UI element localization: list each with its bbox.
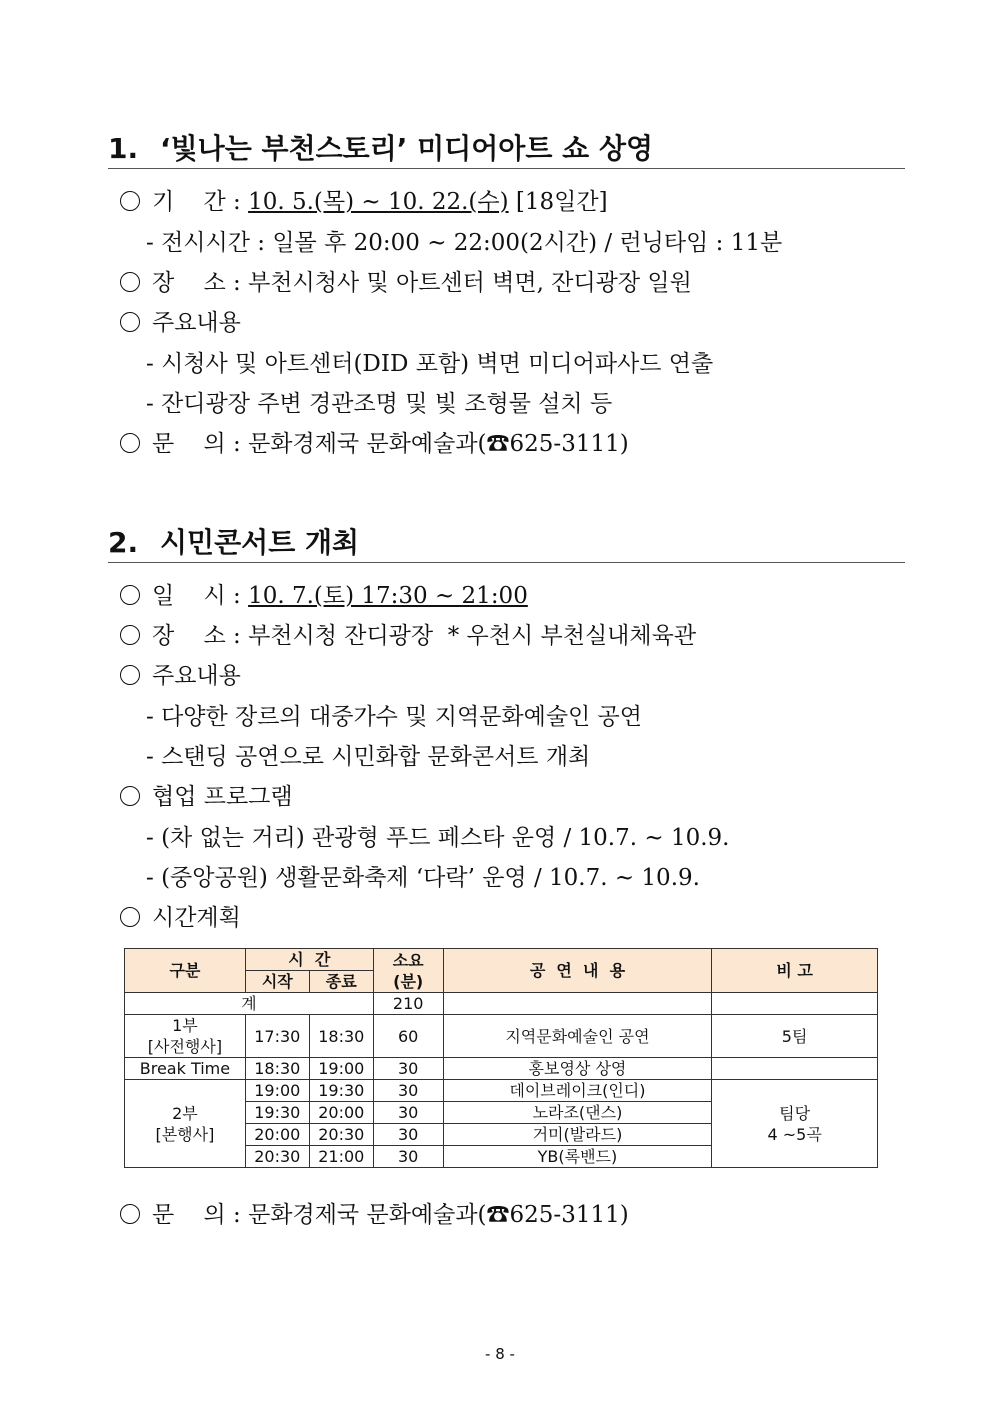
section-number: 2.: [108, 526, 139, 559]
place-label: 장 소 :: [152, 270, 241, 296]
period-line: [120, 186, 608, 218]
place-line: [120, 267, 692, 299]
section-title: 시민콘서트 개최: [160, 526, 360, 559]
cell-start: 17:30: [245, 1015, 309, 1058]
contact-label: 문 의 :: [152, 1202, 241, 1228]
circle-bullet-icon: [120, 272, 140, 292]
circle-bullet-icon: [120, 1204, 140, 1224]
cell-note: [712, 1058, 878, 1080]
content-item: - 스탠딩 공연으로 시민화합 문화콘서트 개최: [146, 744, 591, 770]
circle-bullet-icon: [120, 786, 140, 806]
circle-bullet-icon: [120, 312, 140, 332]
circle-bullet-icon: [120, 191, 140, 211]
section-2-heading: [108, 526, 905, 563]
total-value: 210: [373, 993, 443, 1015]
cell-note: 5팀: [712, 1015, 878, 1058]
content-item: - 시청사 및 아트센터(DID 포함) 벽면 미디어파사드 연출: [146, 351, 714, 377]
cell-start: 18:30: [245, 1058, 309, 1080]
exhibit-time: - 전시시간 : 일몰 후 20:00 ~ 22:00(2시간) / 런닝타임 : 11분: [146, 230, 783, 256]
total-label: 계: [125, 993, 374, 1015]
cell-end: 19:30: [309, 1080, 373, 1102]
period-extra: [18일간]: [515, 189, 608, 215]
contact-value: 문화경제국 문화예술과(☎625-3111): [248, 1202, 629, 1228]
schedule-table: [124, 948, 878, 1168]
content-line: [120, 307, 241, 339]
schedule-line: [120, 902, 241, 934]
cell-end: 18:30: [309, 1015, 373, 1058]
contact-line: [120, 1199, 629, 1231]
period-label: 기 간 :: [152, 189, 241, 215]
cell-content: 거미(발라드): [443, 1124, 712, 1146]
contact-label: 문 의 :: [152, 431, 241, 457]
contact-value: 문화경제국 문화예술과(☎625-3111): [248, 431, 629, 457]
circle-bullet-icon: [120, 585, 140, 605]
schedule-label: 시간계획: [152, 905, 241, 931]
content-label: 주요내용: [152, 310, 241, 336]
total-content: [443, 993, 712, 1015]
collab-label: 협업 프로그램: [152, 784, 293, 810]
cell-duration: 30: [373, 1058, 443, 1080]
header-start: 시작: [245, 971, 309, 993]
header-duration: 소요 (분): [373, 949, 443, 993]
collab-line: [120, 781, 293, 813]
header-end: 종료: [309, 971, 373, 993]
period-value: 10. 5.(목) ~ 10. 22.(수): [248, 189, 509, 215]
date-value: 10. 7.(토) 17:30 ~ 21:00: [248, 583, 528, 609]
cell-duration: 60: [373, 1015, 443, 1058]
part1-label: 1부 [사전행사]: [125, 1015, 246, 1058]
collab-item: - (중앙공원) 생활문화축제 ‘다락’ 운영 / 10.7. ~ 10.9.: [146, 865, 700, 891]
cell-content: 홍보영상 상영: [443, 1058, 712, 1080]
page-number: - 8 -: [485, 1345, 515, 1363]
content-label: 주요내용: [152, 663, 241, 689]
cell-duration: 30: [373, 1146, 443, 1168]
header-content: 공 연 내 용: [443, 949, 712, 993]
cell-duration: 30: [373, 1102, 443, 1124]
content-item: - 다양한 장르의 대중가수 및 지역문화예술인 공연: [146, 704, 642, 730]
part2-note: 팀당 4 ~5곡: [712, 1080, 878, 1168]
section-title: ‘빛나는 부천스토리’ 미디어아트 쇼 상영: [160, 132, 654, 165]
header-category: 구분: [125, 949, 246, 993]
circle-bullet-icon: [120, 907, 140, 927]
cell-duration: 30: [373, 1080, 443, 1102]
date-label: 일 시 :: [152, 583, 241, 609]
date-line: [120, 580, 528, 612]
circle-bullet-icon: [120, 665, 140, 685]
table-row: [125, 1058, 878, 1080]
cell-content: 노라조(댄스): [443, 1102, 712, 1124]
cell-content: YB(록밴드): [443, 1146, 712, 1168]
table-row: [125, 993, 878, 1015]
contact-line: [120, 428, 629, 460]
table-row: [125, 1015, 878, 1058]
cell-start: 20:00: [245, 1124, 309, 1146]
header-time: 시 간: [245, 949, 373, 971]
content-line: [120, 660, 241, 692]
header-note: 비 고: [712, 949, 878, 993]
break-label: Break Time: [125, 1058, 246, 1080]
place-value: 부천시청사 및 아트센터 벽면, 잔디광장 일원: [248, 270, 692, 296]
section-1-heading: [108, 132, 905, 169]
cell-content: 데이브레이크(인디): [443, 1080, 712, 1102]
cell-start: 19:00: [245, 1080, 309, 1102]
total-note: [712, 993, 878, 1015]
part2-label: 2부 [본행사]: [125, 1080, 246, 1168]
cell-end: 19:00: [309, 1058, 373, 1080]
section-number: 1.: [108, 132, 139, 165]
content-item: - 잔디광장 주변 경관조명 및 빛 조형물 설치 등: [146, 391, 613, 417]
place-line: [120, 620, 696, 652]
cell-end: 20:30: [309, 1124, 373, 1146]
place-value: 부천시청 잔디광장 * 우천시 부천실내체육관: [248, 623, 697, 649]
table-row: [125, 1080, 878, 1102]
collab-item: - (차 없는 거리) 관광형 푸드 페스타 운영 / 10.7. ~ 10.9.: [146, 825, 730, 851]
cell-end: 20:00: [309, 1102, 373, 1124]
circle-bullet-icon: [120, 625, 140, 645]
cell-start: 20:30: [245, 1146, 309, 1168]
cell-start: 19:30: [245, 1102, 309, 1124]
cell-duration: 30: [373, 1124, 443, 1146]
circle-bullet-icon: [120, 433, 140, 453]
place-label: 장 소 :: [152, 623, 241, 649]
cell-end: 21:00: [309, 1146, 373, 1168]
cell-content: 지역문화예술인 공연: [443, 1015, 712, 1058]
